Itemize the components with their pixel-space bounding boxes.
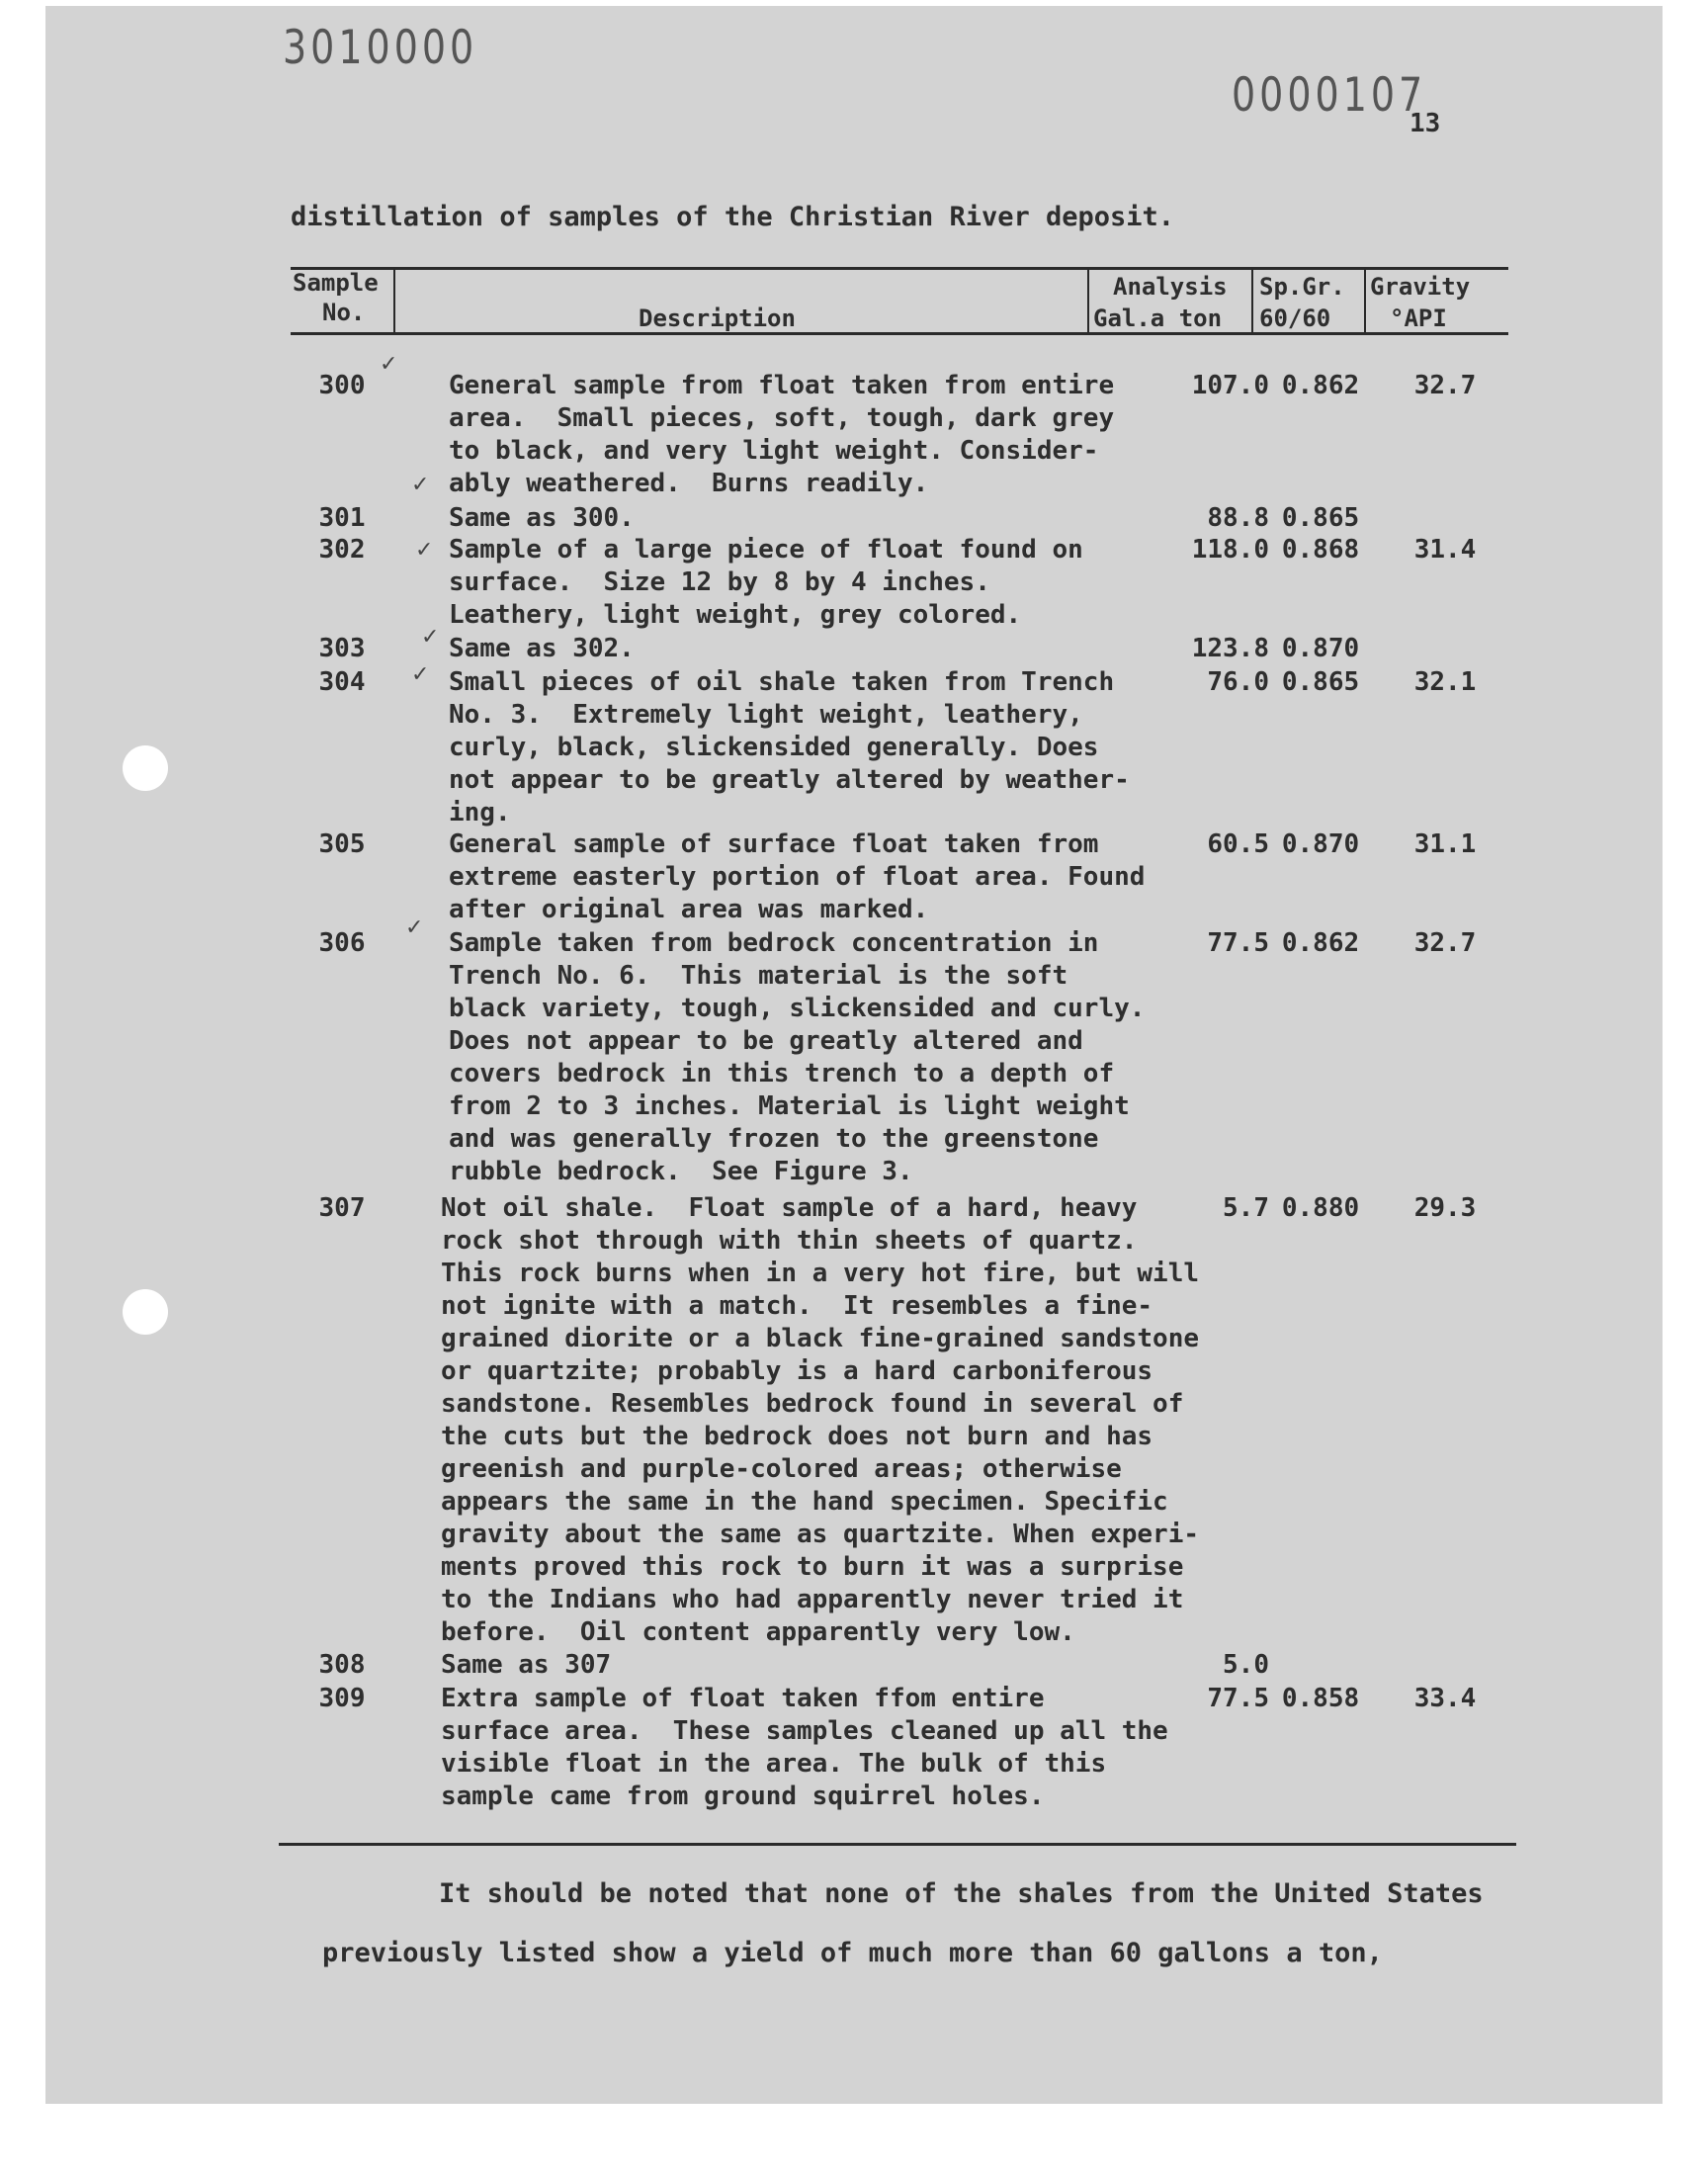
check-mark-306: ✓ <box>405 915 424 940</box>
sample-number: 307 <box>318 1193 366 1223</box>
stamp-top-left: 3010000 <box>283 20 478 74</box>
api-gravity-value: 29.3 <box>1413 1193 1477 1223</box>
api-gravity-value: 31.1 <box>1413 829 1477 859</box>
header-gravity-2: °API <box>1390 304 1447 332</box>
table-header-rule <box>291 332 1508 335</box>
table-top-rule <box>291 267 1508 270</box>
description-line: No. 3. Extremely light weight, leathery, <box>449 700 1083 730</box>
document-page <box>45 6 1663 2104</box>
description-line: Does not appear to be greatly altered and <box>449 1026 1083 1056</box>
description-line: from 2 to 3 inches. Material is light weight <box>449 1091 1130 1121</box>
check-mark-301: ✓ <box>411 473 430 497</box>
description-line: black variety, tough, slickensided and curly. <box>449 994 1146 1023</box>
table-divider-2 <box>1087 267 1089 334</box>
description-line: Same as 300. <box>449 503 635 533</box>
specific-gravity-value: 0.880 <box>1281 1193 1360 1223</box>
description-line: Extra sample of float taken ffom entire <box>441 1684 1045 1713</box>
description-line: ments proved this rock to burn it was a surprise <box>441 1552 1184 1582</box>
description-line: Same as 302. <box>449 634 635 663</box>
binder-hole-2 <box>123 1289 168 1335</box>
description-line: sandstone. Resembles bedrock found in several of <box>441 1389 1184 1419</box>
analysis-value: 88.8 <box>1207 503 1269 533</box>
analysis-value: 76.0 <box>1207 667 1269 697</box>
description-line: ably weathered. Burns readily. <box>449 469 929 498</box>
description-line: not ignite with a match. It resembles a fine- <box>441 1291 1153 1321</box>
specific-gravity-value: 0.868 <box>1281 535 1360 565</box>
analysis-value: 107.0 <box>1191 371 1269 400</box>
description-line: after original area was marked. <box>449 895 929 924</box>
check-mark-304: ✓ <box>411 662 430 687</box>
table-divider-1 <box>393 267 395 334</box>
closing-paragraph-line-2: previously listed show a yield of much more than 60 gallons a ton, <box>322 1938 1383 1968</box>
sample-number: 309 <box>318 1684 366 1713</box>
sample-number: 301 <box>318 503 366 533</box>
header-sample-no-2: No. <box>322 299 366 326</box>
page-number: 13 <box>1409 109 1441 138</box>
specific-gravity-value: 0.865 <box>1281 503 1360 533</box>
description-line: Sample of a large piece of float found on <box>449 535 1083 565</box>
description-line: Not oil shale. Float sample of a hard, heavy <box>441 1193 1138 1223</box>
sample-number: 308 <box>318 1650 366 1680</box>
description-line: Leathery, light weight, grey colored. <box>449 600 1022 630</box>
description-line: the cuts but the bedrock does not burn and has <box>441 1422 1153 1451</box>
analysis-value: 118.0 <box>1191 535 1269 565</box>
header-analysis-2: Gal.a ton <box>1093 304 1223 332</box>
specific-gravity-value: 0.865 <box>1281 667 1360 697</box>
check-mark-300: ✓ <box>380 352 398 377</box>
description-line: This rock burns when in a very hot fire, but will <box>441 1259 1200 1288</box>
description-line: area. Small pieces, soft, tough, dark grey <box>449 403 1115 433</box>
specific-gravity-value: 0.870 <box>1281 829 1360 859</box>
analysis-value: 123.8 <box>1191 634 1269 663</box>
description-line: surface. Size 12 by 8 by 4 inches. <box>449 567 990 597</box>
stamp-top-right: 0000107 <box>1232 67 1427 122</box>
description-line: before. Oil content apparently very low. <box>441 1617 1075 1647</box>
description-line: to the Indians who had apparently never tried it <box>441 1585 1184 1614</box>
sample-number: 304 <box>318 667 366 697</box>
description-line: surface area. These samples cleaned up all the <box>441 1716 1168 1746</box>
analysis-value: 77.5 <box>1207 928 1269 958</box>
sample-number: 302 <box>318 535 366 565</box>
description-line: covers bedrock in this trench to a depth of <box>449 1059 1115 1088</box>
api-gravity-value: 33.4 <box>1413 1684 1477 1713</box>
description-line: visible float in the area. The bulk of this <box>441 1749 1107 1779</box>
check-mark-302: ✓ <box>415 538 434 563</box>
description-line: curly, black, slickensided generally. Does <box>449 733 1099 762</box>
description-line: to black, and very light weight. Consider- <box>449 436 1099 466</box>
sample-number: 300 <box>318 371 366 400</box>
check-mark-303: ✓ <box>421 625 440 650</box>
description-line: or quartzite; probably is a hard carboniferous <box>441 1356 1153 1386</box>
description-line: Small pieces of oil shale taken from Trench <box>449 667 1115 697</box>
description-line: ing. <box>449 798 511 827</box>
specific-gravity-value: 0.858 <box>1281 1684 1360 1713</box>
description-line: Same as 307 <box>441 1650 612 1680</box>
sample-number: 306 <box>318 928 366 958</box>
header-spgr-1: Sp.Gr. <box>1259 273 1345 301</box>
closing-paragraph-line-1: It should be noted that none of the shales from the United States <box>439 1878 1484 1909</box>
description-line: extreme easterly portion of float area. Found <box>449 862 1146 892</box>
analysis-value: 60.5 <box>1207 829 1269 859</box>
sample-number: 305 <box>318 829 366 859</box>
analysis-value: 5.0 <box>1223 1650 1269 1680</box>
api-gravity-value: 31.4 <box>1413 535 1477 565</box>
specific-gravity-value: 0.870 <box>1281 634 1360 663</box>
binder-hole-1 <box>123 745 168 791</box>
description-line: General sample from float taken from entire <box>449 371 1115 400</box>
description-line: appears the same in the hand specimen. Specific <box>441 1487 1168 1517</box>
description-line: rock shot through with thin sheets of quartz. <box>441 1226 1138 1256</box>
header-spgr-2: 60/60 <box>1259 304 1331 332</box>
specific-gravity-value: 0.862 <box>1281 928 1360 958</box>
analysis-value: 5.7 <box>1223 1193 1269 1223</box>
description-line: gravity about the same as quartzite. When experi- <box>441 1520 1200 1549</box>
api-gravity-value: 32.1 <box>1413 667 1477 697</box>
analysis-value: 77.5 <box>1207 1684 1269 1713</box>
api-gravity-value: 32.7 <box>1413 928 1477 958</box>
description-line: Trench No. 6. This material is the soft <box>449 961 1068 991</box>
header-description: Description <box>639 304 796 332</box>
description-line: Sample taken from bedrock concentration in <box>449 928 1099 958</box>
sample-number: 303 <box>318 634 366 663</box>
table-divider-3 <box>1251 267 1253 334</box>
description-line: rubble bedrock. See Figure 3. <box>449 1157 913 1186</box>
api-gravity-value: 32.7 <box>1413 371 1477 400</box>
description-line: greenish and purple-colored areas; otherwise <box>441 1454 1122 1484</box>
description-line: and was generally frozen to the greenstone <box>449 1124 1099 1154</box>
description-line: grained diorite or a black fine-grained sandstone <box>441 1324 1200 1353</box>
intro-line: distillation of samples of the Christian River deposit. <box>291 202 1175 232</box>
table-divider-4 <box>1364 267 1366 334</box>
header-sample-no-1: Sample <box>293 269 379 297</box>
description-line: General sample of surface float taken from <box>449 829 1099 859</box>
header-analysis-1: Analysis <box>1113 273 1228 301</box>
description-line: not appear to be greatly altered by weather- <box>449 765 1130 795</box>
header-gravity-1: Gravity <box>1370 273 1471 301</box>
table-bottom-rule <box>279 1843 1516 1846</box>
description-line: sample came from ground squirrel holes. <box>441 1782 1045 1811</box>
specific-gravity-value: 0.862 <box>1281 371 1360 400</box>
